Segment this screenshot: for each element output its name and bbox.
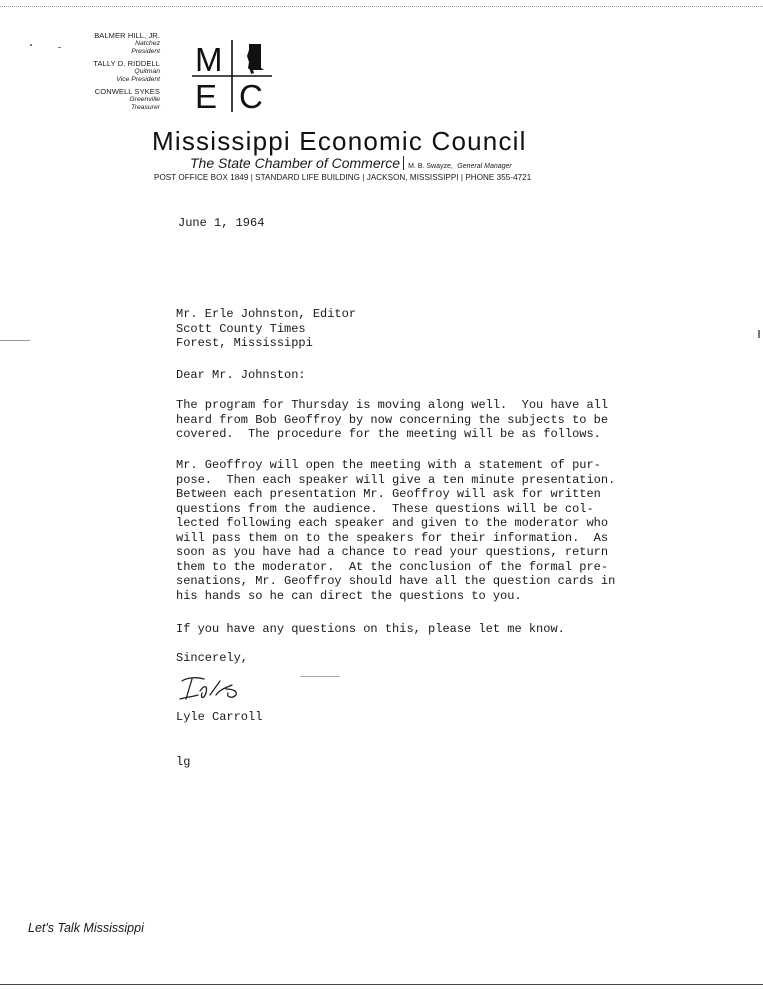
body-paragraph: If you have any questions on this, please let me know. [176, 622, 565, 636]
organization-name: Mississippi Economic Council [152, 126, 527, 156]
scan-speck [300, 676, 340, 677]
officer-name: TALLY D. RIDDELL [93, 59, 160, 68]
officer-title: Treasurer [131, 104, 160, 111]
logo-letter-m: M [195, 41, 223, 78]
recipient-line: Forest, Mississippi [176, 336, 313, 350]
salutation: Dear Mr. Johnston: [176, 368, 306, 382]
manager-name: M. B. Swayze, [408, 163, 453, 170]
mec-logo [192, 40, 272, 112]
scan-speck [30, 44, 32, 46]
officer-entry [62, 88, 160, 112]
officer-title: Vice President [116, 76, 160, 83]
scan-speck [758, 330, 760, 338]
manager-title: General Manager [457, 163, 512, 170]
organization-tagline: The State Chamber of Commerce [190, 155, 401, 171]
letter-date: June 1, 1964 [178, 216, 265, 230]
scan-speck [0, 340, 30, 341]
body-paragraph: Mr. Geoffroy will open the meeting with a statement of pur- pose. Then each speaker will give a ten minute presentation. Between each presentation Mr. Geoffroy will ask for written questions from the audience. These questions will be col- lected following each speaker and given to the moderator who will pass them on to the speakers for their information. As soon as you have had a chance to read your questions, return them to the moderator. At the conclusion of the formal pre- senations, Mr. Geoffroy should have all the question cards in his hands so he can direct the questions to you. [176, 458, 616, 603]
signer-name: Lyle Carroll [176, 710, 263, 724]
top-page-edge [0, 6, 763, 7]
typist-initials: lg [176, 755, 191, 769]
scan-speck [58, 47, 61, 48]
mississippi-state-silhouette-icon [247, 44, 264, 74]
officer-city: Greenville [129, 96, 160, 103]
divider [403, 156, 404, 170]
recipient-line: Mr. Erle Johnston, Editor [176, 307, 357, 321]
logo-letter-c: C [239, 78, 263, 112]
footer-slogan: Let's Talk Mississippi [28, 921, 144, 935]
officer-city: Quitman [134, 68, 160, 75]
bottom-page-edge [0, 984, 763, 985]
officer-title: President [131, 48, 160, 55]
handwritten-signature [176, 673, 246, 710]
organization-address: POST OFFICE BOX 1849 | STANDARD LIFE BUILDING | JACKSON, MISSISSIPPI | PHONE 355-4721 [154, 173, 532, 182]
officer-name: CONWELL SYKES [94, 87, 160, 96]
recipient-line: Scott County Times [176, 321, 306, 336]
letterhead-subline [190, 155, 512, 173]
officer-entry [62, 60, 160, 84]
logo-letter-e: E [195, 78, 218, 112]
body-paragraph: The program for Thursday is moving along well. You have all heard from Bob Geoffroy by now concerning the subjects to be covered. The procedure for the meeting will be as follows. [176, 398, 609, 441]
recipient-address [176, 307, 356, 351]
officer-city: Natchez [135, 40, 160, 47]
closing: Sincerely, [176, 651, 249, 665]
officer-entry [62, 32, 160, 56]
officer-name: BALMER HILL, JR. [94, 31, 160, 40]
officers-list [62, 32, 160, 116]
